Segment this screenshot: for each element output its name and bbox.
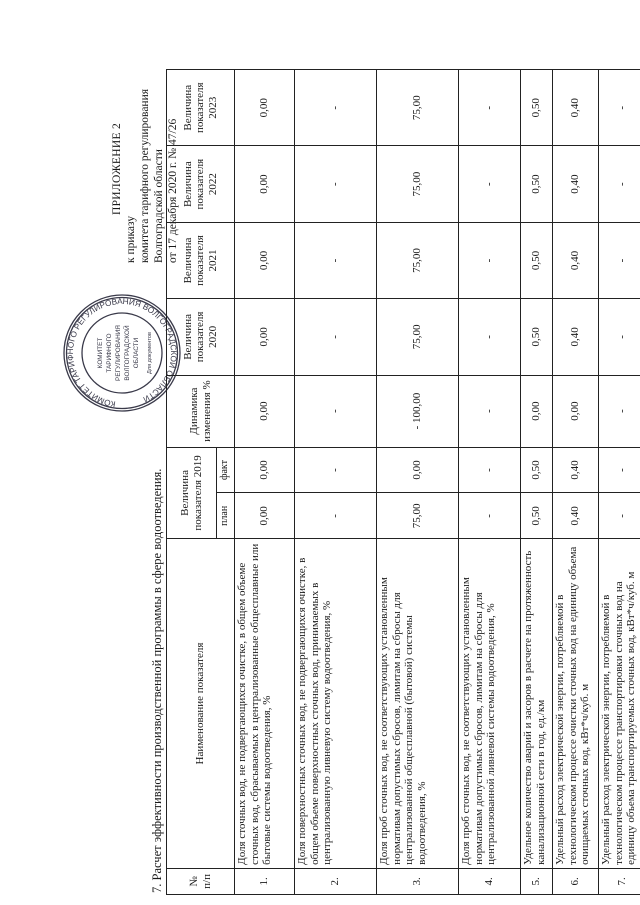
row-num: 5. [521, 868, 553, 894]
appendix-title: ПРИЛОЖЕНИЕ 2 [111, 122, 123, 215]
header-2022: Величина показателя 2022 [167, 146, 235, 222]
row-2021: 0,00 [235, 222, 295, 298]
row-name: Удельный расход электрической энергии, потребляемой в технологическом процессе очистки сточных вод на единицу объема очищаемых сточных вод, кВт*ч/куб. м [553, 539, 599, 869]
seal-center-line: КОМИТЕТ [97, 337, 104, 369]
row-2020: 0,00 [235, 299, 295, 375]
seal-ring-text: КОМИТЕТ ТАРИФНОГО РЕГУЛИРОВАНИЯ ВОЛГОГРАДСКОЙ ОБЛАСТИ [65, 296, 179, 409]
table-row [553, 70, 599, 895]
row-name: Удельный расход электрической энергии, потребляемой в технологическом процессе транспортировки сточных вод на единицу объема транспортируемых сточных вод, кВт*ч/куб. м [599, 539, 640, 869]
row-2021: - [459, 222, 521, 298]
appendix-line: Волгоградской области [153, 149, 165, 263]
row-plan: 0,50 [521, 493, 553, 539]
row-name: Доля проб сточных вод, не соответствующих установленным нормативам допустимых сбросов, лимитам на сбросы для централизованной ливневой системы водоотведения, % [459, 539, 521, 869]
header-2019: Величина показателя 2019 [167, 447, 217, 539]
row-2023: 75,00 [377, 70, 459, 146]
table-row [599, 70, 640, 895]
row-2022: 0,40 [553, 146, 599, 222]
row-plan: - [459, 493, 521, 539]
section-title: 7. Расчет эффективности производственной программы в сфере водоотведения. [150, 468, 164, 893]
row-2021: 75,00 [377, 222, 459, 298]
appendix-line: к приказу [125, 215, 137, 263]
seal-center-line: РЕГУЛИРОВАНИЯ [115, 325, 122, 381]
row-fact: 0,40 [553, 447, 599, 493]
row-plan: - [295, 493, 377, 539]
row-2021: - [599, 222, 640, 298]
row-plan: 0,00 [235, 493, 295, 539]
row-fact: - [459, 447, 521, 493]
row-2022: 0,00 [235, 146, 295, 222]
appendix-line: от 17 декабря 2020 г. № 47/26 [167, 118, 179, 263]
row-fact: 0,00 [377, 447, 459, 493]
header-num: № п/п [167, 868, 235, 894]
table-row [459, 70, 521, 895]
row-num: 2. [295, 868, 377, 894]
header-fact: факт [217, 447, 235, 493]
row-num: 4. [459, 868, 521, 894]
row-2023: 0,50 [521, 70, 553, 146]
header-2020: Величина показателя 2020 [167, 299, 235, 375]
header-2021: Величина показателя 2021 [167, 222, 235, 298]
row-2021: 0,40 [553, 222, 599, 298]
row-name: Удельное количество аварий и засоров в расчете на протяженность канализационной сети в год, ед./км [521, 539, 553, 869]
row-2023: - [459, 70, 521, 146]
table-row [377, 70, 459, 895]
seal-center-line: ОБЛАСТИ [133, 337, 140, 369]
table-row [521, 70, 553, 895]
row-num: 6. [553, 868, 599, 894]
row-2021: 0,50 [521, 222, 553, 298]
row-name: Доля проб сточных вод, не соответствующих установленным нормативам допустимых сбросов, лимитам на сбросы для централизованной общесплавной (бытовой) системы водоотведения, % [377, 539, 459, 869]
row-2023: 0,00 [235, 70, 295, 146]
header-plan: план [217, 493, 235, 539]
row-2020: - [459, 299, 521, 375]
table-row [295, 70, 377, 895]
row-2022: - [459, 146, 521, 222]
row-2022: - [599, 146, 640, 222]
row-dynamics: 0,00 [553, 375, 599, 447]
row-dynamics: - [599, 375, 640, 447]
row-plan: 75,00 [377, 493, 459, 539]
row-fact: 0,50 [521, 447, 553, 493]
row-fact: - [599, 447, 640, 493]
row-2022: 75,00 [377, 146, 459, 222]
row-2023: - [295, 70, 377, 146]
row-2020: - [599, 299, 640, 375]
seal-bottom-text: Для документов [147, 332, 153, 374]
table-row [235, 70, 295, 895]
row-2020: 75,00 [377, 299, 459, 375]
row-2021: - [295, 222, 377, 298]
row-num: 7. [599, 868, 640, 894]
row-name: Доля поверхностных сточных вод, не подвергающихся очистке, в общем объеме поверхностных сточных вод, принимаемых в централизованную ливневую систему водоотведения, % [295, 539, 377, 869]
row-name: Доля сточных вод, не подвергающихся очистке, в общем объеме сточных вод, сбрасываемых в централизованные общесплавные или бытовые системы водоотведения, % [235, 539, 295, 869]
row-2023: - [599, 70, 640, 146]
row-dynamics: 0,00 [235, 375, 295, 447]
row-fact: 0,00 [235, 447, 295, 493]
header-name: Наименование показателя [167, 539, 235, 869]
row-2022: 0,50 [521, 146, 553, 222]
row-plan: 0,40 [553, 493, 599, 539]
header-2023: Величина показателя 2023 [167, 70, 235, 146]
row-dynamics: - [459, 375, 521, 447]
row-2020: - [295, 299, 377, 375]
row-2020: 0,50 [521, 299, 553, 375]
header-dynamics: Динамика изменения % [167, 375, 235, 447]
row-2023: 0,40 [553, 70, 599, 146]
row-fact: - [295, 447, 377, 493]
seal-center-line: ТАРИФНОГО [106, 333, 113, 373]
seal-center-line: ВОЛГОГРАДСКОЙ [124, 325, 131, 381]
appendix-line: комитета тарифного регулирования [139, 88, 151, 263]
row-num: 1. [235, 868, 295, 894]
row-2022: - [295, 146, 377, 222]
row-dynamics: 0,00 [521, 375, 553, 447]
row-plan: - [599, 493, 640, 539]
row-num: 3. [377, 868, 459, 894]
row-dynamics: - 100,00 [377, 375, 459, 447]
row-dynamics: - [295, 375, 377, 447]
efficiency-table [166, 69, 640, 895]
row-2020: 0,40 [553, 299, 599, 375]
